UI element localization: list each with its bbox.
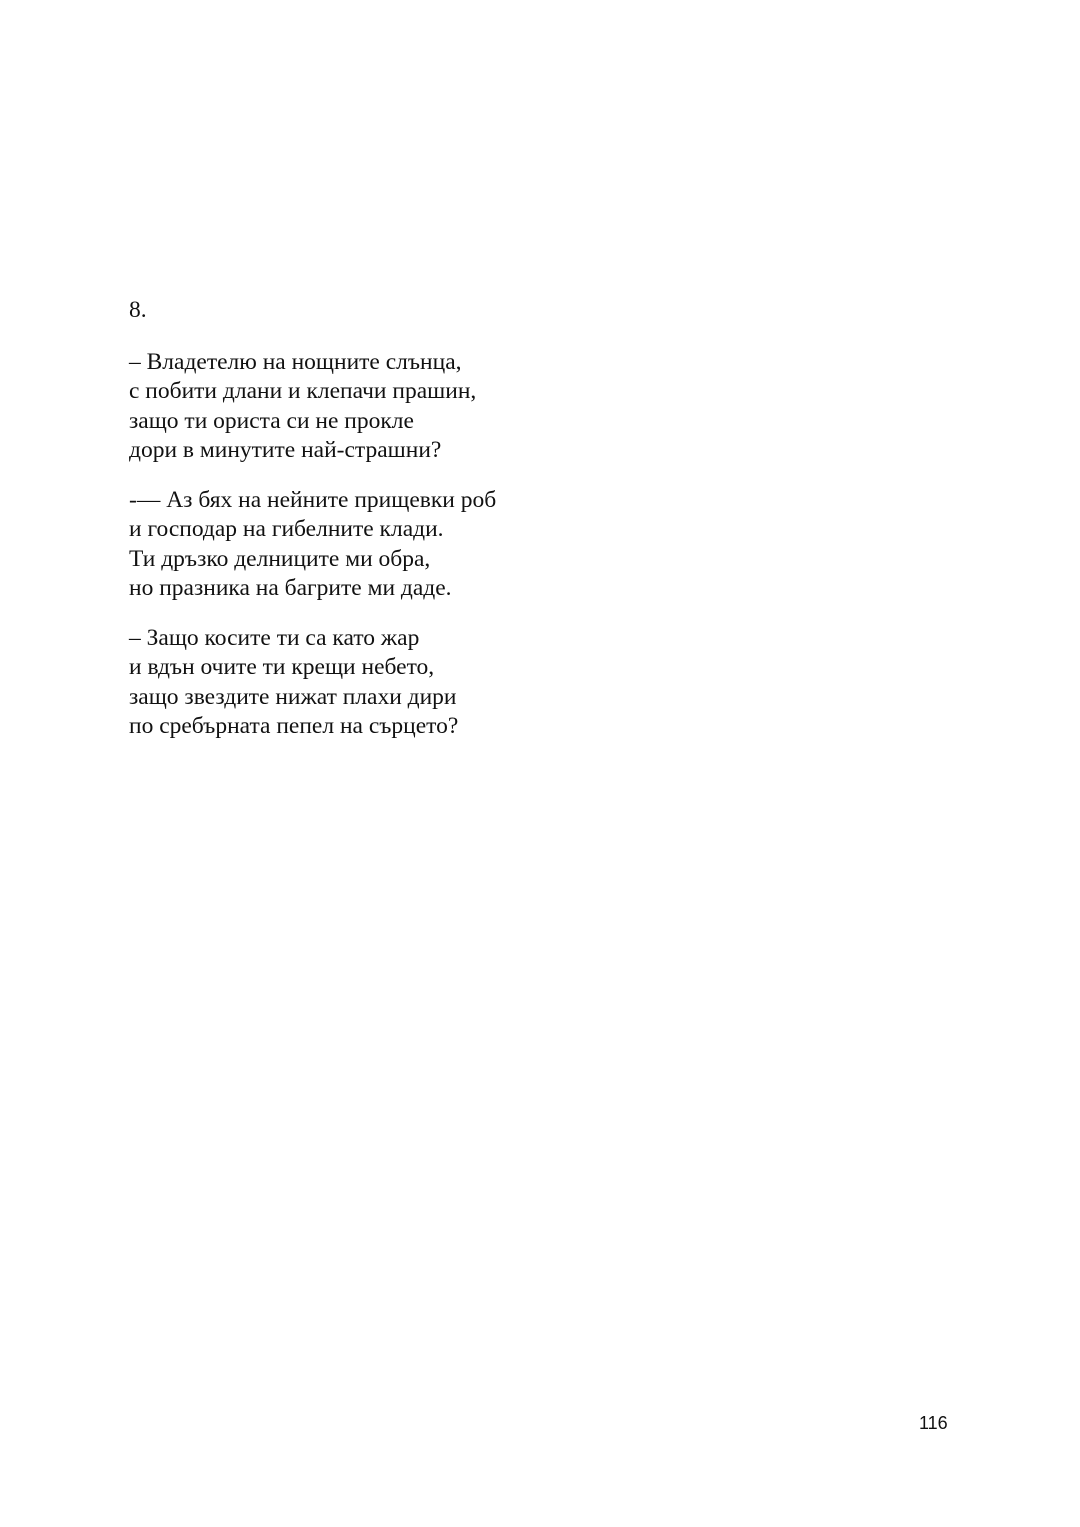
stanza-3 bbox=[129, 624, 829, 742]
poem-line: с побити длани и клепачи прашин, bbox=[129, 378, 477, 404]
poem-line: – Защо косите ти са като жар bbox=[129, 624, 420, 651]
stanza-2 bbox=[129, 486, 829, 604]
poem-line: защо ти ориста си не прокле bbox=[129, 407, 414, 434]
poem-number: 8. bbox=[129, 297, 147, 323]
poem-line: -— Аз бях на нейните прищевки роб bbox=[129, 486, 497, 513]
poem bbox=[129, 296, 829, 762]
poem-line: и вдън очите ти крещи небето, bbox=[129, 654, 435, 680]
page-number: 116 bbox=[919, 1413, 948, 1433]
poem-line: и господар на гибелните клади. bbox=[129, 516, 444, 542]
poem-line: дори в минутите най-страшни? bbox=[129, 437, 442, 463]
poem-line: – Владетелю на нощните слънца, bbox=[129, 348, 462, 375]
stanza-1 bbox=[129, 348, 829, 466]
poem-line: защо звездите нижат плахи дири bbox=[129, 683, 457, 710]
poem-line: но празника на багрите ми даде. bbox=[129, 575, 452, 601]
poem-line: Ти дръзко делниците ми обра, bbox=[129, 545, 431, 572]
poem-line: по сребърната пепел на сърцето? bbox=[129, 713, 459, 739]
